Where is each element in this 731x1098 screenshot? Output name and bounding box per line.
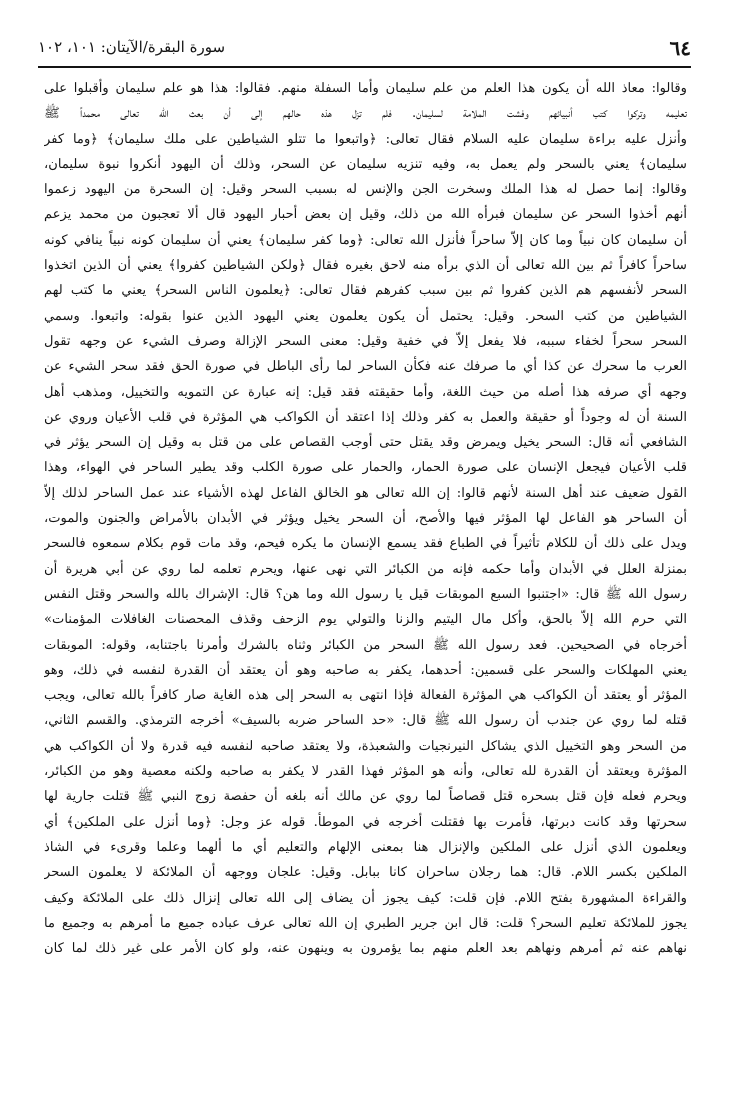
text-line: العرب ما سحرك عن كذا أي ما صرفك عنه فكأن الساحر لما رأى الباطل في صورة الحق فقد سحر الشيء عن [44, 359, 687, 375]
text-line: السحر سحراً لخفاء سببه، فلا يفعل إلاّ في خفية وقيل: معنى السحر الإزالة وصرف الشيء عن وجهه تقول [44, 333, 687, 349]
text-line: أنهم أخذوا السحر عن سليمان فبرأه الله من ذلك، وقيل إن بعض أحبار اليهود قال ألا تعجبون من محمد يزعم [44, 207, 687, 223]
text-line: سليمان﴾ يعني بالسحر ولم يعمل به، وفيه تنزيه سليمان عن السحر، وذلك أن اليهود أنكروا نبوة سليمان، [44, 156, 687, 172]
text-line: رسول الله ﷺ قال: «اجتنبوا السبع الموبقات قيل يا رسول الله وما هن؟ قال: الإشراك بالله والسحر وقتل النفس [44, 586, 687, 602]
text-line: نهاهم عنه ثم أمرهم ونهاهم بعد العلم منهم بما يؤمرون به وينهون عنه، ولو كان الأمر على غير ذلك لما كان [44, 941, 687, 957]
text-line: ويعلمون الذي أنزل على الملكين والإنزال هنا بمعنى الإلهام والتعليم أي ما ألهما وعلما وقرىء في الشاذ [44, 839, 687, 855]
text-line: تعليمه وتركوا كتب أنبيائهم وفشت الملامة لسليمان. فلم تزل هذه حالهم إلى أن بعث الله تعالى محمداً ﷺ [44, 106, 687, 122]
text-line: والقراءة المشهورة بفتح اللام. فإن قلت: كيف يجوز أن يضاف إلى الله تعالى إنزال ذلك على الملائكة وكيف [44, 890, 687, 906]
running-head: سورة البقرة/الآيتان: ١٠١، ١٠٢ [38, 38, 226, 56]
text-line: قتله لما روي عن جندب أن رسول الله ﷺ قال: «حد الساحر ضربه بالسيف» أخرجه الترمذي. والقسم الثاني، [44, 713, 687, 729]
text-line: المؤثرة ويعتقد أن القدرة لله تعالى، وأنه هو المؤثر فهذا القدر لا يكفر به صاحبه ولكنه معصية وهو من الكبائر، [44, 764, 687, 780]
text-line: الشياطين من كتب السحر. وقيل: يحتمل أن يكون يعلمون يعني اليهود الذين عنوا بقوله: واتبعوا. وسمي [44, 308, 687, 324]
text-line: أن سليمان كان نبياً وما كان إلاّ ساحراً فأنزل الله تعالى: ﴿وما كفر سليمان﴾ يعني أن سليمان كونه نبياً ينافي كونه [44, 232, 687, 248]
text-line: من السحر وهو التخييل الذي يشاكل النيرنجيات والشعبذة، ولا يعتقد صاحبه لنفسه فيه قدرة ولا أن الكواكب هي [44, 738, 687, 754]
text-line: ويحرم فعله فإن قتل بسحره قتل قصاصاً لما روي عن مالك أنه بلغه أن حفصة زوج النبي ﷺ قتلت جارية لها [44, 789, 687, 805]
page-header [38, 34, 691, 66]
header-rule [38, 66, 691, 68]
text-line: السحر لأنفسهم هم الذين كفروا ثم بين سبب كفرهم فقال تعالى: ﴿يعلمون الناس السحر﴾ يعني ما كتب لهم [44, 283, 687, 299]
text-line: السنة أن له وجوداً أو حقيقة والعمل به كفر وذلك إذا اعتقد أن الكواكب هي المؤثرة في قلب الأعيان وروي عن [44, 409, 687, 425]
text-line: الشافعي أنه قال: السحر يخيل ويمرض وقد يقتل حتى أوجب القصاص على من قتل به وقيل إن السحر يؤثر في [44, 435, 687, 451]
text-line: وجهه أي صرفه هذا أصله من حيث اللغة، وأما حقيقته فقد قيل: إنه عبارة عن التمويه والتخييل، ومذهب أهل [44, 384, 687, 400]
body-text [44, 76, 687, 961]
text-line: ويدل على ذلك أن للكلام تأثيراً في الطباع فقد يسمع الإنسان ما يكره فيحم، وقد مات قوم بكلام سمعوه فالسحر [44, 536, 687, 552]
text-line: القول ضعيف عند أهل السنة لأنهم قالوا: إن الله تعالى هو الخالق الفاعل لهذه الأشياء عند عمل الساحر لذلك إلاّ [44, 485, 687, 501]
text-line: أخرجاه في الصحيحين. فعد رسول الله ﷺ السحر من الكبائر وثناه بالشرك وأمرنا باجتنابه، وقوله: الموبقات [44, 637, 687, 653]
text-line: سحرتها وقد كانت دبرتها، فأمرت بها فقتلت أخرجه في الموطأ. قوله عز وجل: ﴿وما أنزل على الملكين﴾ أي [44, 814, 687, 830]
text-line: بمنزلة العلل في الأبدان وأما حكمه فإنه من الكبائر التي نهى عنها، ويحرم تعلمه لما روي عن أبي هريرة أن [44, 561, 687, 577]
text-line: يعني المهلكات والسحر على قسمين: أحدهما، يكفر به صاحبه وهو أن يعتقد أن القدرة لنفسه في ذلك، وهو [44, 662, 687, 678]
text-line: قلب الأعيان فيجعل الإنسان على صورة الحمار، والحمار على صورة الكلب وقد يطير الساحر في الهواء، وهذا [44, 460, 687, 476]
text-line: ساحراً كافراً ثم بين الله تعالى أن الذي برأه منه لاحق بغيره فقال ﴿ولكن الشياطين كفروا﴾ يعني أن الذين اتخذوا [44, 258, 687, 274]
text-line: وأنزل عليه براءة سليمان عليه السلام فقال تعالى: ﴿واتبعوا ما تتلو الشياطين على ملك سليمان﴾ ﴿وما كفر [44, 131, 687, 147]
text-line: التي حرم الله إلاّ بالحق، وأكل مال اليتيم والزنا والتولي يوم الزحف وقذف المحصنات الغافلات المؤمنات» [44, 612, 687, 628]
page-number: ٦٤ [669, 36, 691, 60]
text-line: يجوز للملائكة تعليم السحر؟ قلت: قال ابن جرير الطبري إن الله تعالى عرف عباده جميع ما أمرهم به وجميع ما [44, 915, 687, 931]
text-line: المؤثر أو يعتقد أن الكواكب هي المؤثرة الفعالة فإذا انتهى به السحر إلى هذه الغاية صار كافراً بالله تعالى، ويجب [44, 688, 687, 704]
text-line: الملكين بكسر اللام. قال: هما رجلان ساحران كانا ببابل. وقيل: علجان ووجهه أن الملائكة لا يعلمون السحر [44, 865, 687, 881]
text-line: وقالوا: إنما حصل له هذا الملك وسخرت الجن والإنس له بسبب السحر وقيل: إن السحرة من اليهود زعموا [44, 182, 687, 198]
text-line: أن الساحر هو الفاعل لها المؤثر فيها والأصح، أن السحر يخيل ويؤثر في الأبدان بالأمراض والجنون والموت، [44, 511, 687, 527]
text-line: وقالوا: معاذ الله أن يكون هذا العلم من علم سليمان وأما السفلة منهم. فقالوا: هذا هو علم سليمان وأقبلوا على [44, 81, 687, 96]
